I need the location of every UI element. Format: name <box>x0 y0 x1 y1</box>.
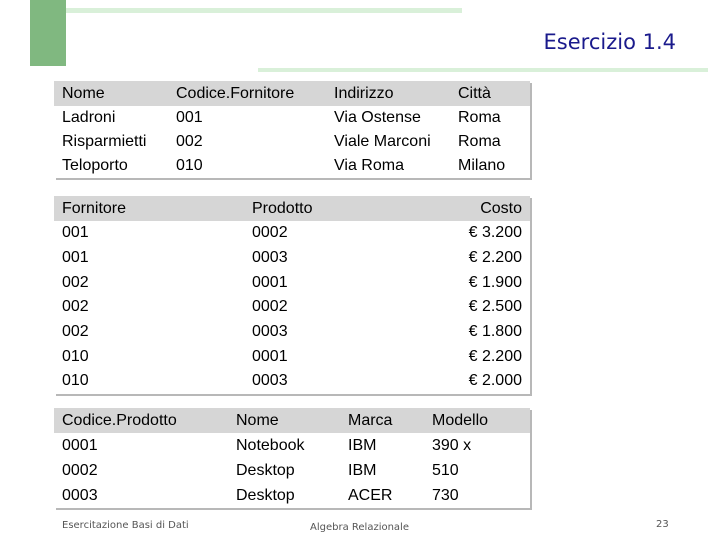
page-number: 23 <box>656 519 669 530</box>
table-cell: € 1.800 <box>430 320 530 345</box>
table-cell: 0001 <box>244 270 430 295</box>
table-header-row <box>54 81 530 106</box>
table-cell: 002 <box>54 270 244 295</box>
table-cell: 0002 <box>244 295 430 320</box>
column-header: Marca <box>340 408 424 433</box>
table-cell: 730 <box>424 483 530 508</box>
decorative-line-top <box>66 8 462 13</box>
table-row <box>54 246 530 271</box>
table-cell: 002 <box>168 130 326 154</box>
table-cell: 0002 <box>54 458 228 483</box>
table-cell: € 2.500 <box>430 295 530 320</box>
table-row <box>54 433 530 458</box>
column-header: Costo <box>430 196 530 221</box>
slide-title: Esercizio 1.4 <box>543 30 676 54</box>
table-cell: 0001 <box>244 344 430 369</box>
table-row <box>54 130 530 154</box>
table-row <box>54 106 530 130</box>
table-row <box>54 221 530 246</box>
column-header: Fornitore <box>54 196 244 221</box>
column-header: Nome <box>228 408 340 433</box>
table-cell: Notebook <box>228 433 340 458</box>
table-cell: 0002 <box>244 221 430 246</box>
table-cell: 001 <box>54 246 244 271</box>
table-header-row <box>54 408 530 433</box>
table-row <box>54 458 530 483</box>
table-cell: Roma <box>450 106 530 130</box>
table-cell: 0003 <box>244 246 430 271</box>
decorative-green-square <box>30 0 66 66</box>
table-cell: Viale Marconi <box>326 130 450 154</box>
table-cell: 510 <box>424 458 530 483</box>
table-cell: Ladroni <box>54 106 168 130</box>
column-header: Modello <box>424 408 530 433</box>
table-cell: Desktop <box>228 458 340 483</box>
table-cell: Roma <box>450 130 530 154</box>
table-cell: € 2.200 <box>430 344 530 369</box>
table-cell: IBM <box>340 433 424 458</box>
decorative-line-mid <box>258 68 708 72</box>
column-header: Prodotto <box>244 196 430 221</box>
table-prodotti <box>54 408 530 508</box>
table-cell: Milano <box>450 154 530 178</box>
table-row <box>54 320 530 345</box>
table-cell: 0003 <box>244 320 430 345</box>
table-cell: Risparmietti <box>54 130 168 154</box>
table-fornitori <box>54 81 530 178</box>
column-header: Codice.Prodotto <box>54 408 228 433</box>
table-cell: Teloporto <box>54 154 168 178</box>
table-cell: 002 <box>54 320 244 345</box>
table-cell: € 1.900 <box>430 270 530 295</box>
table-cell: Via Roma <box>326 154 450 178</box>
table-row <box>54 154 530 178</box>
table-row <box>54 295 530 320</box>
column-header: Nome <box>54 81 168 106</box>
table-catalogo <box>54 196 530 394</box>
table-cell: 010 <box>168 154 326 178</box>
column-header: Indirizzo <box>326 81 450 106</box>
footer-topic-label: Algebra Relazionale <box>310 522 409 533</box>
table-header-row <box>54 196 530 221</box>
column-header: Città <box>450 81 530 106</box>
table-cell: Via Ostense <box>326 106 450 130</box>
table-row <box>54 270 530 295</box>
table-row <box>54 369 530 394</box>
table-cell: 002 <box>54 295 244 320</box>
table-cell: IBM <box>340 458 424 483</box>
table-row <box>54 483 530 508</box>
table-cell: 001 <box>54 221 244 246</box>
table-cell: 390 x <box>424 433 530 458</box>
table-cell: € 2.200 <box>430 246 530 271</box>
table-cell: 001 <box>168 106 326 130</box>
table-cell: 0003 <box>244 369 430 394</box>
table-cell: 010 <box>54 369 244 394</box>
table-cell: 0003 <box>54 483 228 508</box>
footer-course-label: Esercitazione Basi di Dati <box>62 520 189 531</box>
table-cell: € 2.000 <box>430 369 530 394</box>
table-row <box>54 344 530 369</box>
table-cell: Desktop <box>228 483 340 508</box>
table-cell: ACER <box>340 483 424 508</box>
table-cell: 0001 <box>54 433 228 458</box>
table-cell: € 3.200 <box>430 221 530 246</box>
table-cell: 010 <box>54 344 244 369</box>
column-header: Codice.Fornitore <box>168 81 326 106</box>
